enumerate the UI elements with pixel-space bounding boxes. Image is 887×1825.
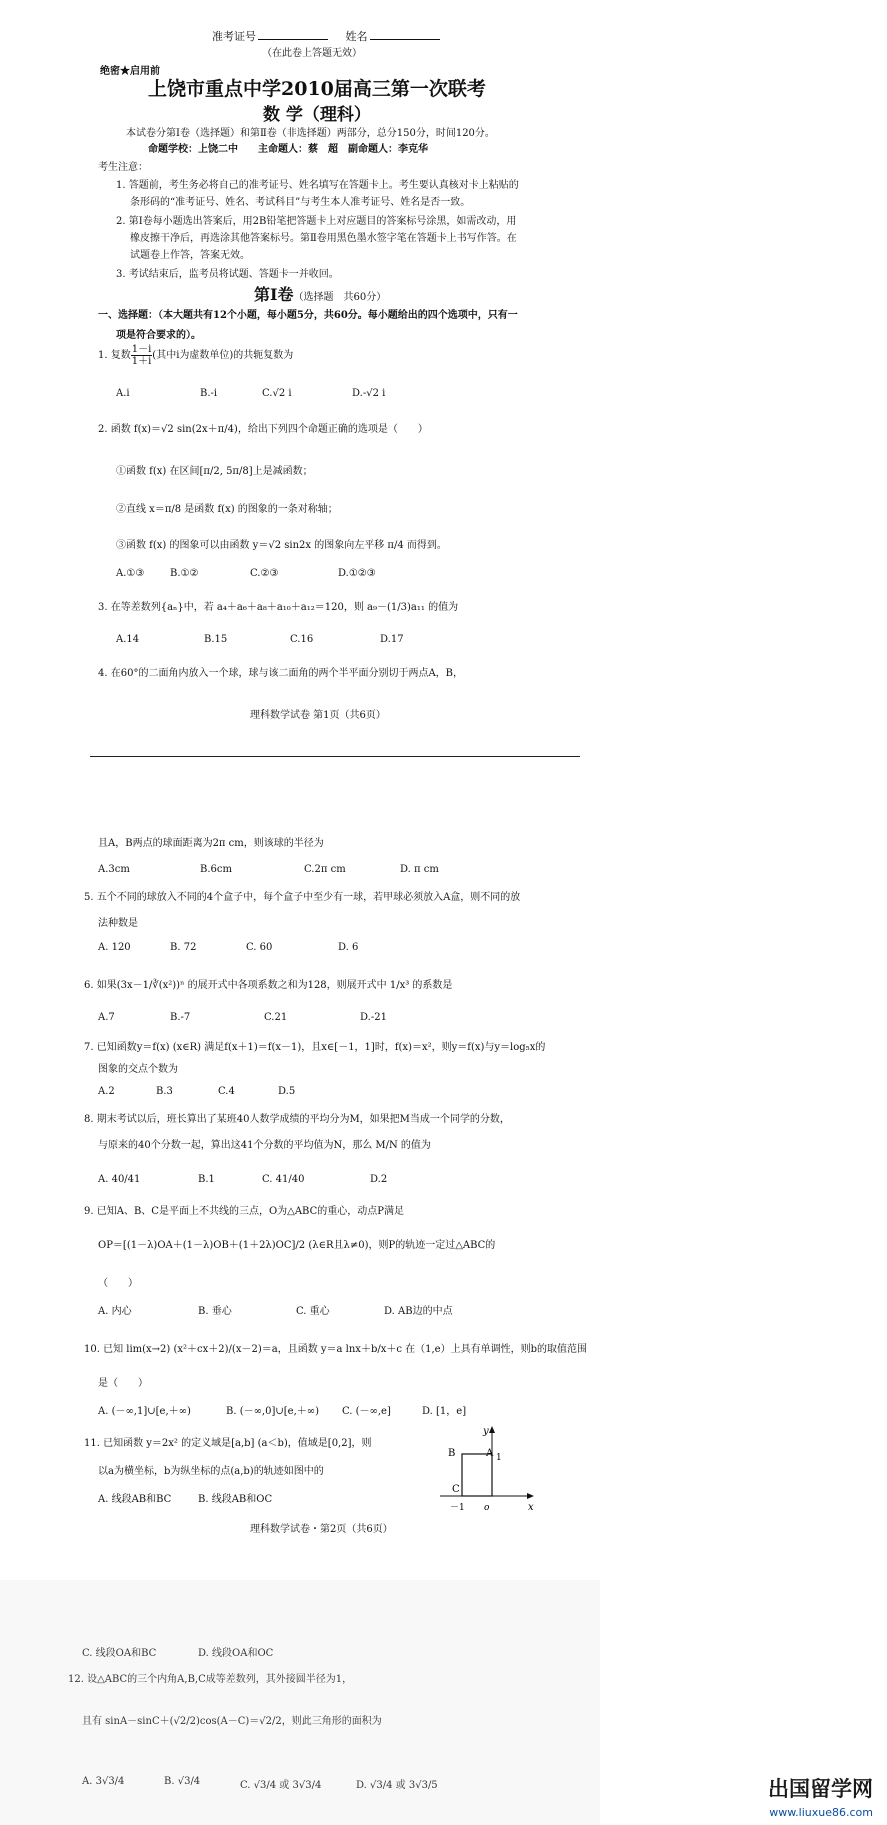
option-b: B. 线段AB和OC [198, 1494, 273, 1505]
option-d: D. π cm [400, 864, 439, 875]
question-1: 1. 复数 $\frac{1-i}{1+i}$ (其中i为虚数单位)的共轭复数为 [98, 344, 294, 367]
question-6: 6. 如果(3x－1/∛(x²))ⁿ 的展开式中各项系数之和为128，则展开式中 1/x³ 的系数是 [84, 980, 453, 991]
option-d: D.2 [370, 1174, 388, 1185]
option-b: B. √3/4 [164, 1776, 201, 1787]
q2-item-1: ①函数 f(x) 在区间[π/2, 5π/8]上是减函数； [116, 466, 313, 477]
question-3: 3. 在等差数列{aₙ}中，若 a₄＋a₆＋a₈＋a₁₀＋a₁₂＝120，则 a₉－(1/3)a₁₁ 的值为 [98, 602, 459, 613]
page-footer: 理科数学试卷・第2页（共6页） [250, 1524, 393, 1535]
option-c: C. 重心 [296, 1306, 330, 1317]
option-c: C. 60 [246, 942, 273, 953]
question-5-cont: 法种数是 [98, 918, 138, 929]
option-b: B.-i [200, 388, 218, 399]
option-c: C.16 [290, 634, 314, 645]
label-c: C [452, 1484, 460, 1495]
notice-line: 条形码的“准考证号、姓名、考试科目”与考生本人准考证号、姓名是否一致。 [130, 197, 471, 208]
option-b: B. 垂心 [198, 1306, 232, 1317]
option-a: A. 内心 [98, 1306, 132, 1317]
option-a: A. 线段AB和BC [98, 1494, 172, 1505]
question-9: 9. 已知A、B、C是平面上不共线的三点，O为△ABC的重心，动点P满足 [84, 1206, 404, 1217]
option-d: D. 6 [338, 942, 359, 953]
option-d: D.①②③ [338, 568, 376, 579]
q9-paren: （ ） [98, 1278, 138, 1289]
option-d: D. √3/4 或 3√3/5 [356, 1780, 438, 1791]
option-d: D.-√2 i [352, 388, 386, 399]
notice-line: 橡皮擦干净后，再选涂其他答案标号。第Ⅱ卷用黑色墨水签字笔在答题卡上书写作答。在 [130, 233, 517, 244]
page-footer: 理科数学试卷 第1页（共6页） [250, 710, 386, 721]
question-10: 10. 已知 lim(x→2) (x²＋cx＋2)/(x－2)＝a，且函数 y＝a lnx＋b/x＋c 在（1,e）上具有单调性，则b的取值范围 [84, 1344, 587, 1355]
question-7-cont: 图象的交点个数为 [98, 1064, 178, 1075]
option-b: B.-7 [170, 1012, 191, 1023]
exam-id-label: 准考证号 姓名 [212, 28, 440, 44]
q9-formula: OP＝[(1－λ)OA＋(1－λ)OB＋(1＋2λ)OC]/2 (λ∈R且λ≠0)，则P的轨迹一定过△ABC的 [98, 1240, 496, 1251]
option-a: A.7 [98, 1012, 115, 1023]
label-neg-one: －1 [450, 1503, 465, 1513]
notice-line: 2. 第Ⅰ卷每小题选出答案后，用2B铅笔把答题卡上对应题目的答案标号涂黑，如需改动，用 [116, 216, 517, 227]
option-a: A. 40/41 [98, 1174, 141, 1185]
question-2: 2. 函数 f(x)＝√2 sin(2x＋π/4)，给出下列四个命题正确的选项是（ ） [98, 424, 428, 435]
section-heading: 第Ⅰ卷（选择题 共60分） [254, 285, 387, 304]
question-4-cont: 且A，B两点的球面距离为2π cm，则该球的半径为 [98, 838, 324, 849]
question-11: 11. 已知函数 y＝2x² 的定义域是[a,b] (a＜b)，值域是[0,2]，则 [84, 1438, 372, 1449]
option-a: A. (－∞,1]∪[e,＋∞) [98, 1406, 191, 1417]
exam-setters: 命题学校：上饶二中 主命题人：蔡 超 副命题人：李克华 [148, 144, 428, 155]
option-a: A.2 [98, 1086, 115, 1097]
segment-rectangle [462, 1454, 492, 1496]
option-b: B.6cm [200, 864, 232, 875]
option-d: D.5 [278, 1086, 296, 1097]
notice-line: 3. 考试结束后，监考员将试题、答题卡一并收回。 [116, 269, 339, 280]
notice-title: 考生注意： [98, 162, 148, 173]
option-c: C.√2 i [262, 388, 292, 399]
option-b: B.15 [204, 634, 228, 645]
option-d: D.-21 [360, 1012, 387, 1023]
label-b: B [448, 1448, 456, 1459]
option-c: C. (－∞,e] [342, 1406, 391, 1417]
exam-subtitle: 数 学（理科） [263, 105, 371, 125]
option-a: A.14 [116, 634, 140, 645]
option-a: A. 120 [98, 942, 131, 953]
option-a: A.3cm [98, 864, 130, 875]
watermark-url: www.liuxue86.com [769, 1806, 873, 1819]
option-b: B.①② [170, 568, 199, 579]
y-axis-arrow [489, 1426, 495, 1433]
question-11-cont: 以a为横坐标，b为纵坐标的点(a,b)的轨迹如图中的 [98, 1466, 324, 1477]
watermark-logo: 出国留学网 [768, 1777, 873, 1801]
question-8: 8. 期末考试以后，班长算出了某班40人数学成绩的平均分为M，如果把M当成一个同学的分数， [84, 1114, 510, 1125]
option-d: D. [1，e] [422, 1406, 467, 1417]
label-y: y [483, 1426, 489, 1437]
option-a: A. 3√3/4 [82, 1776, 125, 1787]
option-b: B. 72 [170, 942, 197, 953]
option-b: B.3 [156, 1086, 173, 1097]
question-4: 4. 在60°的二面角内放入一个球，球与该二面角的两个半平面分别切于两点A，B， [98, 668, 464, 679]
exam-intro: 本试卷分第Ⅰ卷（选择题）和第Ⅱ卷（非选择题）两部分，总分150分，时间120分。 [126, 128, 495, 139]
part1-heading: 一、选择题：（本大题共有12个小题，每小题5分，共60分。每小题给出的四个选项中，只有一 [98, 310, 518, 321]
option-c: C. 41/40 [262, 1174, 305, 1185]
option-d: D. 线段OA和OC [198, 1648, 274, 1659]
label-origin: o [484, 1503, 490, 1513]
option-c: C.4 [218, 1086, 235, 1097]
question-12-cont: 且有 sinA－sinC＋(√2/2)cos(A－C)＝√2/2，则此三角形的面积为 [82, 1716, 382, 1727]
question-7: 7. 已知函数y＝f(x) (x∈R) 满足f(x＋1)＝f(x－1)，且x∈[－1，1]时，f(x)＝x²，则y＝f(x)与y＝log₅x的 [84, 1042, 546, 1053]
q11-graph [436, 1424, 536, 1516]
fraction: $\frac{1-i}{1+i}$ [131, 344, 152, 367]
option-c: C.2π cm [304, 864, 346, 875]
notice-line: 1. 答题前，考生务必将自己的准考证号、姓名填写在答题卡上。考生要认真核对卡上粘贴的 [116, 180, 519, 191]
notice-line: 试题卷上作答，答案无效。 [130, 250, 250, 261]
q2-item-3: ③函数 f(x) 的图象可以由函数 y＝√2 sin2x 的图象向左平移 π/4 而得到。 [116, 540, 447, 551]
question-10-cont: 是（ ） [98, 1378, 148, 1389]
q2-item-2: ②直线 x＝π/8 是函数 f(x) 的图象的一条对称轴； [116, 504, 338, 515]
x-axis-arrow [527, 1493, 534, 1499]
page-3 [0, 1580, 600, 1825]
secret-mark: 绝密★启用前 [100, 66, 160, 77]
label-x: x [528, 1502, 534, 1513]
option-d: D.17 [380, 634, 404, 645]
option-c: C. 线段OA和BC [82, 1648, 157, 1659]
option-d: D. AB边的中点 [384, 1306, 453, 1317]
header-note: （在此卷上答题无效） [262, 48, 362, 59]
option-b: B. (－∞,0]∪[e,＋∞) [226, 1406, 319, 1417]
label-a: A [486, 1448, 494, 1459]
option-a: A.①③ [116, 568, 145, 579]
option-c: C. √3/4 或 3√3/4 [240, 1780, 322, 1791]
option-c: C.21 [264, 1012, 288, 1023]
option-b: B.1 [198, 1174, 215, 1185]
exam-title: 上饶市重点中学2010届高三第一次联考 [148, 78, 486, 100]
question-12: 12. 设△ABC的三个内角A,B,C成等差数列，其外接圆半径为1， [68, 1674, 353, 1685]
question-8-cont: 与原来的40个分数一起，算出这41个分数的平均值为N，那么 M/N 的值为 [98, 1140, 431, 1151]
question-5: 5. 五个不同的球放入不同的4个盒子中，每个盒子中至少有一球，若甲球必须放入A盒，则不同的放 [84, 892, 521, 903]
option-a: A.i [116, 388, 130, 399]
label-one: 1 [496, 1453, 502, 1463]
part1-heading-cont: 项是符合要求的）。 [116, 330, 201, 341]
page-divider [90, 756, 580, 757]
option-c: C.②③ [250, 568, 279, 579]
